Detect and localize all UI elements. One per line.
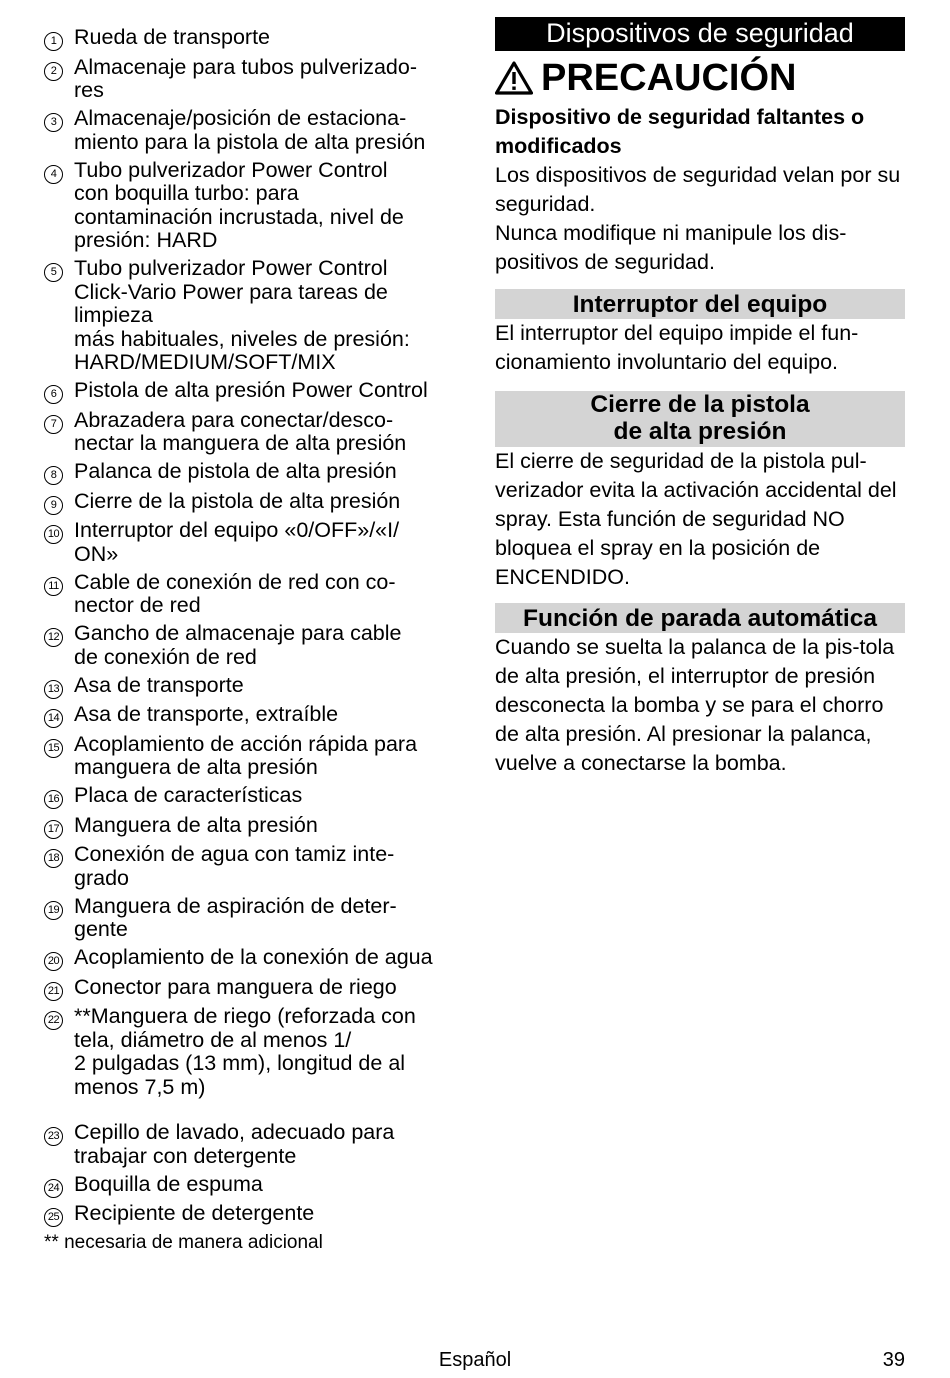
item-text: Conector para manguera de riego	[74, 974, 397, 999]
item-text: Tubo pulverizador Power Control con boquilla turbo: para contaminación incrustada, nivel de presión: HARD	[74, 157, 404, 252]
list-item	[44, 257, 464, 375]
item-text: Gancho de almacenaje para cable de conexión de red	[74, 621, 402, 669]
list-item	[44, 843, 464, 890]
warning-triangle-icon	[495, 61, 533, 95]
list-item	[44, 409, 464, 456]
item-number: 24	[44, 1179, 63, 1198]
item-text: Asa de transporte	[74, 672, 244, 697]
item-number: 8	[44, 466, 63, 485]
item-number: 7	[44, 415, 63, 434]
caution-title: PRECAUCIÓN	[541, 57, 797, 99]
list-item	[44, 56, 464, 103]
item-number: 10	[44, 525, 63, 544]
item-number: 16	[44, 790, 63, 809]
item-text: **Manguera de riego (reforzada con tela, diámetro de al menos 1/ 2 pulgadas (13 mm), longitud de al menos 7,5 m)	[74, 1004, 416, 1099]
item-number: 12	[44, 628, 63, 647]
item-number: 6	[44, 385, 63, 404]
subsection-text-device-switch: El interruptor del equipo impide el fun-cionamiento involuntario del equipo.	[495, 321, 859, 374]
list-item	[44, 895, 464, 942]
item-number: 17	[44, 820, 63, 839]
item-text: Cepillo de lavado, adecuado para trabajar con detergente	[74, 1120, 395, 1168]
item-number: 9	[44, 496, 63, 515]
list-item	[44, 946, 464, 971]
caution-text-body: Los dispositivos de seguridad velan por su seguridad. Nunca modifique ni manipule los dis-positivos de seguridad.	[495, 163, 901, 274]
list-item	[44, 26, 464, 51]
item-text: Pistola de alta presión Power Control	[74, 378, 428, 402]
item-number: 11	[44, 577, 63, 596]
item-number: 18	[44, 849, 63, 868]
subsection-heading-device-switch: Interruptor del equipo	[495, 289, 905, 319]
item-number: 25	[44, 1208, 63, 1227]
item-number: 1	[44, 32, 63, 51]
item-text: Interruptor del equipo «0/OFF»/«I/ ON»	[74, 518, 400, 566]
item-text: Placa de características	[74, 783, 303, 807]
subsection-heading-gun-lock: Cierre de la pistola de alta presión	[495, 391, 905, 447]
item-number: 13	[44, 680, 63, 699]
item-number: 19	[44, 901, 63, 920]
item-number: 15	[44, 739, 63, 758]
footer-language: Español	[438, 1349, 512, 1371]
safety-section	[495, 17, 905, 778]
item-text: Asa de transporte, extraíble	[74, 702, 339, 726]
list-item	[44, 622, 464, 669]
item-text: Boquilla de espuma	[74, 1171, 263, 1196]
item-text: Almacenaje/posición de estaciona- miento para la pistola de alta presión	[74, 106, 426, 154]
item-number: 23	[44, 1127, 63, 1146]
list-item	[44, 519, 464, 566]
item-text: Recipiente de detergente	[74, 1201, 315, 1225]
list-item	[44, 814, 464, 839]
item-text: Tubo pulverizador Power Control Click-Vario Power para tareas de limpieza más habituales, niveles de presión: HARD/MEDIUM/SOFT/MIX	[74, 256, 410, 374]
list-item	[44, 460, 464, 485]
list-item	[44, 1121, 464, 1168]
footnote: ** necesaria de manera adicional	[44, 1231, 323, 1253]
caution-subtitle: Dispositivo de seguridad faltantes o modificados	[495, 105, 865, 158]
list-item	[44, 107, 464, 154]
list-item	[44, 703, 464, 728]
item-text: Cierre de la pistola de alta presión	[74, 488, 401, 513]
item-number: 20	[44, 952, 63, 971]
item-text: Manguera de alta presión	[74, 812, 318, 837]
item-text: Conexión de agua con tamiz inte- grado	[74, 842, 395, 890]
item-number: 21	[44, 982, 63, 1001]
list-item	[44, 1005, 464, 1099]
item-number: 22	[44, 1011, 63, 1030]
subsection-text-auto-stop: Cuando se suelta la palanca de la pis-tola de alta presión, el interruptor de presión desconecta la bomba y se para el chorro de alta presión. Al presionar la palanca, vuelve a conectarse la bomba.	[495, 635, 895, 775]
list-item	[44, 490, 464, 515]
caution-block	[495, 55, 905, 101]
list-item	[44, 976, 464, 1001]
item-text: Almacenaje para tubos pulverizado- res	[74, 54, 418, 102]
item-number: 4	[44, 165, 63, 184]
item-text: Acoplamiento de acción rápida para manguera de alta presión	[74, 731, 418, 779]
item-text: Palanca de pistola de alta presión	[74, 459, 397, 483]
list-item	[44, 733, 464, 780]
list-item	[44, 571, 464, 618]
list-item	[44, 379, 464, 404]
item-number: 2	[44, 62, 63, 81]
item-text: Rueda de transporte	[74, 25, 271, 49]
page-number: 39	[882, 1349, 905, 1371]
item-number: 3	[44, 113, 63, 132]
item-text: Cable de conexión de red con co- nector de red	[74, 569, 396, 617]
parts-list	[44, 26, 464, 1254]
subsection-heading-auto-stop: Función de parada automática	[495, 603, 905, 633]
caution-text	[495, 161, 905, 277]
item-number: 5	[44, 263, 63, 282]
list-item	[44, 674, 464, 699]
subsection-text-gun-lock: El cierre de seguridad de la pistola pul-verizador evita la activación accidental del spray. Esta función de seguridad NO bloquea el spray en la posición de ENCENDIDO.	[495, 449, 897, 589]
list-item	[44, 1202, 464, 1227]
item-number: 14	[44, 709, 63, 728]
list-item	[44, 159, 464, 253]
item-text: Abrazadera para conectar/desco- nectar la manguera de alta presión	[74, 407, 407, 455]
list-item	[44, 784, 464, 809]
section-heading: Dispositivos de seguridad	[495, 17, 905, 51]
list-item	[44, 1173, 464, 1198]
item-text: Acoplamiento de la conexión de agua	[74, 945, 433, 969]
item-text: Manguera de aspiración de deter- gente	[74, 893, 397, 941]
